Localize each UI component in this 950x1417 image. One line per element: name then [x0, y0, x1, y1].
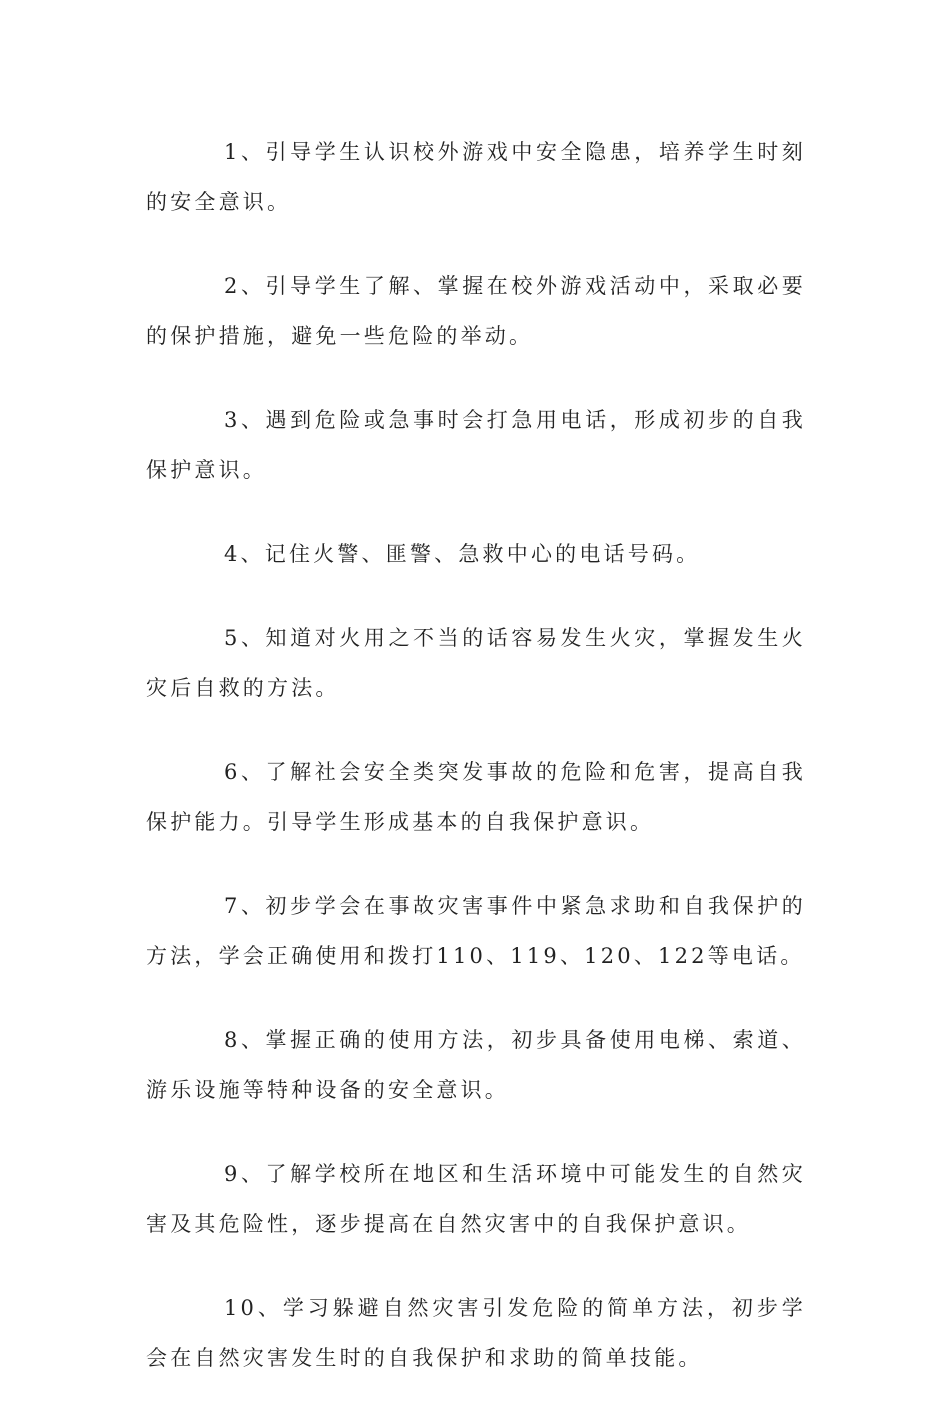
paragraph-9: 9、了解学校所在地区和生活环境中可能发生的自然灾害及其危险性，逐步提高在自然灾害中的自我保护意识。 [146, 1162, 806, 1236]
document-body [146, 127, 806, 1417]
paragraph-7: 7、初步学会在事故灾害事件中紧急求助和自我保护的方法，学会正确使用和拨打110、119、120、122等电话。 [146, 894, 806, 968]
paragraph-2: 2、引导学生了解、掌握在校外游戏活动中，采取必要的保护措施，避免一些危险的举动。 [146, 274, 806, 348]
paragraph-6: 6、了解社会安全类突发事故的危险和危害，提高自我保护能力。引导学生形成基本的自我保护意识。 [146, 760, 806, 834]
paragraph-1: 1、引导学生认识校外游戏中安全隐患，培养学生时刻的安全意识。 [146, 140, 806, 214]
paragraph-5: 5、知道对火用之不当的话容易发生火灾，掌握发生火灾后自救的方法。 [146, 626, 806, 700]
paragraph-8: 8、掌握正确的使用方法，初步具备使用电梯、索道、游乐设施等特种设备的安全意识。 [146, 1028, 806, 1102]
paragraph-4: 4、记住火警、匪警、急救中心的电话号码。 [224, 542, 701, 566]
paragraph-3: 3、遇到危险或急事时会打急用电话，形成初步的自我保护意识。 [146, 408, 806, 482]
paragraph-10: 10、学习躲避自然灾害引发危险的简单方法，初步学会在自然灾害发生时的自我保护和求助的简单技能。 [146, 1296, 806, 1370]
